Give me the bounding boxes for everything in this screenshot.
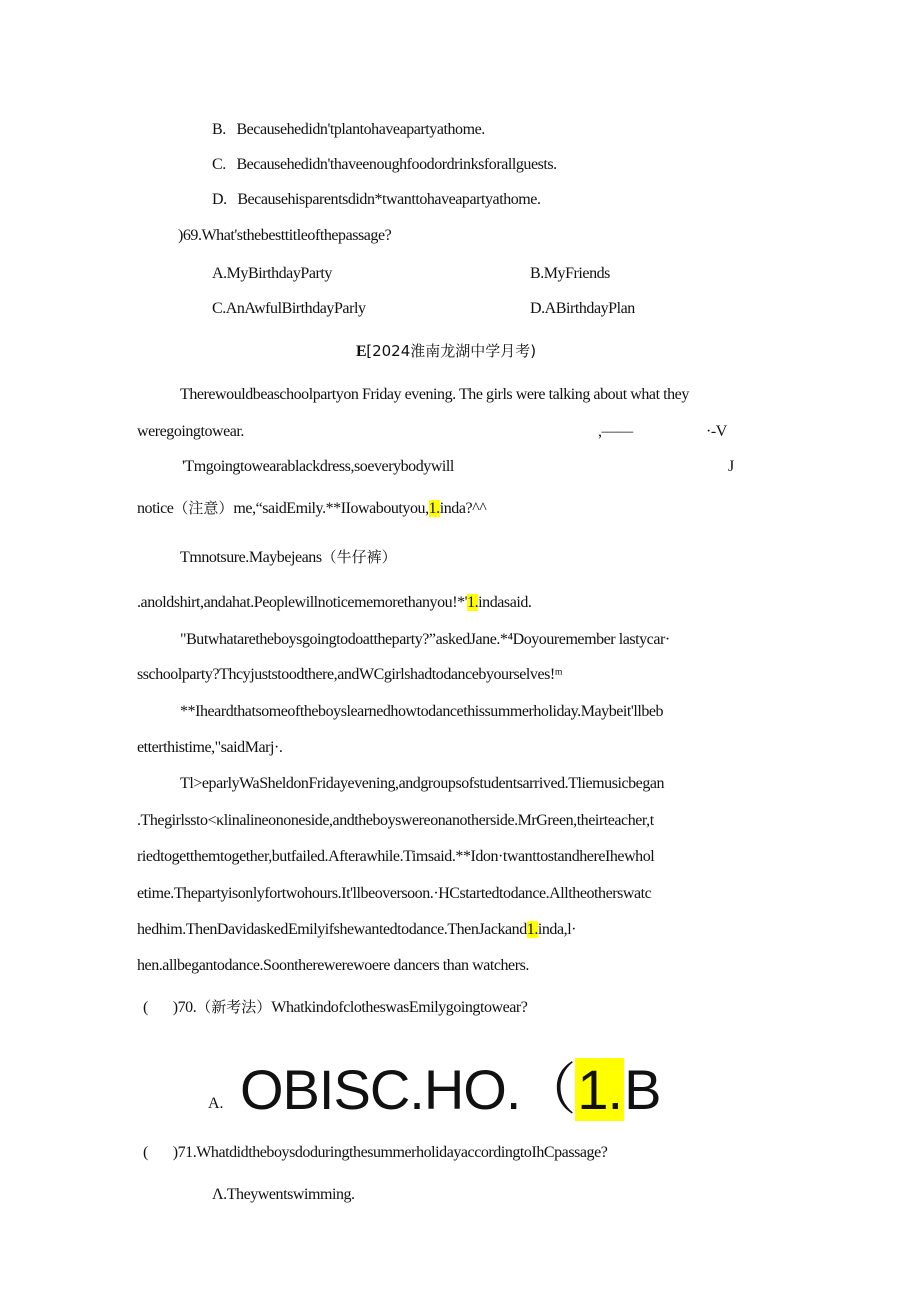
option-text: Becausehedidn'thaveenoughfoodordrinksforallguests. [236, 156, 557, 173]
question-70 [143, 997, 527, 1018]
passage-line: **Iheardthatsomeoftheboyslearnedhowtodancethissummerholiday.Maybeit'llbeb [180, 703, 664, 720]
option-letter: B. [212, 121, 226, 138]
passage-line: sschoolparty?Thcyjuststoodthere,andWCgirlshadtodancebyourselves!ᵐ [137, 666, 563, 683]
question-69-stem: )69.What'sthebesttitleofthepassage? [178, 227, 392, 244]
option-70-a-letter: A. [208, 1095, 224, 1112]
highlight-mark: 1. [577, 1058, 623, 1121]
passage-line: hen.allbegantodance.Soontherewerewoere dancers than watchers. [137, 957, 529, 974]
highlight-mark: 1. [526, 921, 538, 938]
passage-mark: ,—— [598, 423, 633, 440]
option-68-b [212, 120, 485, 140]
section-source: [2024淮南龙湖中学月考) [366, 342, 537, 360]
option-69-c: C.AnAwfulBirthdayParly [212, 300, 366, 317]
chinese-tag: （新考法） [196, 998, 272, 1016]
answer-paren-open: ( [143, 999, 148, 1016]
passage-line: Therewouldbeaschoolpartyon Friday evening. The girls were talking about what they [180, 386, 689, 403]
highlight-mark: 1. [467, 594, 479, 611]
passage-line: etterthistime,"saidMarj·. [137, 739, 283, 756]
question-number: )70. [172, 999, 197, 1016]
option-text: Becausehisparentsdidn*twanttohaveapartyathome. [237, 191, 541, 208]
passage-line: weregoingtowear. [137, 423, 244, 440]
option-69-b: B.MyFriends [530, 265, 610, 282]
chinese-gloss: （注意） [173, 499, 234, 517]
passage-mark: J [728, 458, 734, 475]
answer-paren-open: ( [143, 1144, 148, 1161]
passage-line: .Thegirlssto<κlinalineononeside,andtheboyswereonanotherside.MrGreen,theirteacher,t [137, 812, 654, 829]
option-71-a: Λ.Theywentswimming. [212, 1186, 355, 1203]
section-letter: E [356, 343, 367, 360]
question-stem: WhatkindofclotheswasEmilygoingtowear? [271, 999, 528, 1016]
passage-line: notice（注意）me,“saidEmily.**IIowaboutyou,1.inda?^^ [137, 499, 487, 517]
option-68-c [212, 155, 557, 175]
option-70-large-text: OBISC.HO.（1.B [240, 1058, 661, 1121]
highlight-mark: 1. [428, 500, 440, 517]
option-69-a: A.MyBirthdayParty [212, 265, 332, 282]
passage-mark: ·-V [706, 423, 727, 440]
passage-line: 'Tmgoingtowearablackdress,soeverybodywill [182, 458, 454, 475]
chinese-gloss: （牛仔裤） [321, 548, 397, 566]
option-68-d [212, 190, 541, 210]
option-69-d: D.ABirthdayPlan [530, 300, 635, 317]
section-heading [356, 341, 536, 362]
passage-line: Tmnotsure.Maybejeans（牛仔裤） [180, 548, 397, 566]
question-stem: )71.WhatdidtheboysdoduringthesummerholidayaccordingtoIhCpassage? [172, 1144, 608, 1161]
passage-line: Tl>eparlyWaSheldonFridayevening,andgroupsofstudentsarrived.Tliemusicbegan [180, 775, 665, 792]
option-text: Becausehedidn'tplantohaveapartyathome. [236, 121, 485, 138]
passage-line: "Butwhataretheboysgoingtodoattheparty?”askedJane.*⁴Doyouremember lastycar· [180, 631, 670, 648]
question-71 [143, 1143, 607, 1163]
option-letter: D. [212, 191, 227, 208]
passage-line: riedtogetthemtogether,butfailed.Afterawhile.Timsaid.**Idon·twanttostandhereIhewhol [137, 848, 655, 865]
option-letter: C. [212, 156, 226, 173]
passage-line: etime.Thepartyisonlyfortwohours.It'llbeoversoon.·HCstartedtodance.Alltheotherswatc [137, 885, 652, 902]
passage-line: hedhim.ThenDavidaskedEmilyifshewantedtodance.ThenJackand1.inda,l· [137, 921, 577, 938]
passage-line: .anoldshirt,andahat.Peoplewillnoticememorethanyou!*'1.indasaid. [137, 594, 532, 611]
